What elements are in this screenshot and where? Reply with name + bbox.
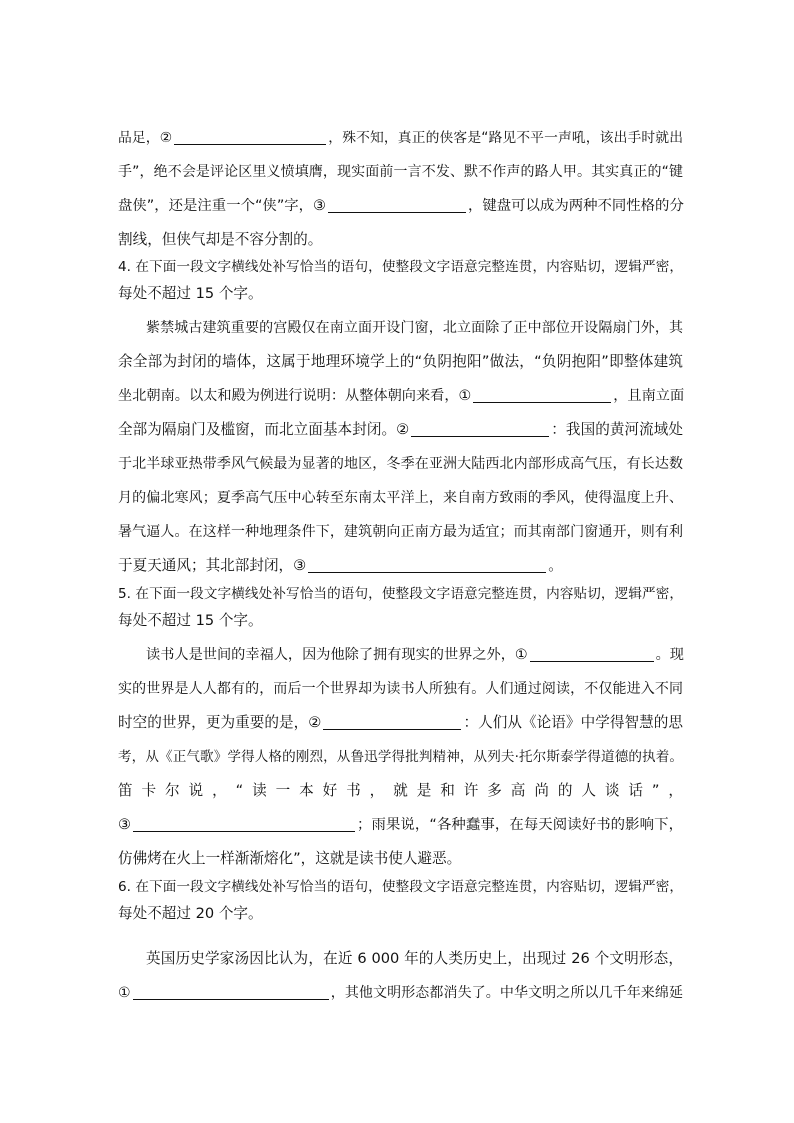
answer-blank[interactable] <box>473 386 611 403</box>
text-line <box>118 709 683 737</box>
text-line <box>118 845 683 873</box>
text-segment: ，殊不知，真正的侠客是“路见不平一声吼，该出手时就出 <box>328 130 683 146</box>
text-segment: 盘侠”，还是注重一个“侠”字，③ <box>118 198 326 214</box>
text-line <box>118 348 683 376</box>
text-segment: ① <box>118 985 131 1001</box>
question-stem <box>118 873 683 901</box>
answer-blank[interactable] <box>530 645 654 662</box>
question-4-limit: 每处不超过 15 个字。 <box>118 285 263 302</box>
text-line <box>118 743 683 771</box>
text-line <box>146 641 683 669</box>
text-segment: ，键盘可以成为两种不同性格的分 <box>467 198 684 214</box>
question-stem <box>118 580 683 608</box>
text-segment: 。 <box>548 557 563 574</box>
answer-blank[interactable] <box>308 556 546 573</box>
text-segment: ，且南立面 <box>613 388 685 404</box>
text-line <box>118 226 683 254</box>
answer-blank[interactable] <box>323 713 461 730</box>
text-segment: ；雨果说，“各种蠢事，在每天阅读好书的影响下， <box>357 817 683 833</box>
text-segment: 暑气逼人。在这样一种地理条件下，建筑朝向正南方最为适宜；而其南部门窗通开，则有利 <box>118 524 683 540</box>
text-segment: 余全部为封闭的墙体，这属于地理环境学上的“负阴抱阳”做法，“负阴抱阳”即整体建筑 <box>118 353 683 370</box>
text-line <box>118 158 683 186</box>
text-segment: 坐北朝南。以太和殿为例进行说明：从整体朝向来看，① <box>118 388 472 404</box>
question-6-limit: 每处不超过 20 个字。 <box>118 905 263 922</box>
text-segment: 考，从《正气歌》学得人格的刚烈，从鲁迅学得批判精神，从列夫·托尔斯泰学得道德的执着。 <box>118 749 683 765</box>
question-6-prompt: 6. 在下面一段文字横线处补写恰当的语句，使整段文字语意完整连贯，内容贴切，逻辑严密， <box>118 879 683 895</box>
text-line <box>146 314 683 342</box>
text-segment: ③ <box>118 817 131 833</box>
text-line <box>118 450 683 478</box>
question-stem <box>118 253 683 281</box>
text-line <box>118 979 683 1007</box>
answer-blank[interactable] <box>328 196 466 213</box>
question-stem <box>118 607 683 635</box>
text-segment: 全部为隔扇门及槛窗，而北立面基本封闭。② <box>118 421 410 438</box>
text-segment: 时空的世界，更为重要的是，② <box>118 714 322 731</box>
text-line <box>118 518 683 546</box>
text-line <box>118 777 683 805</box>
text-segment: 实的世界是人人都有的，而后一个世界却为读书人所独有。人们通过阅读，不仅能进入不同 <box>118 681 683 697</box>
question-4-prompt: 4. 在下面一段文字横线处补写恰当的语句，使整段文字语意完整连贯，内容贴切，逻辑严密， <box>118 259 683 275</box>
text-segment: 品足，② <box>118 130 173 146</box>
text-line <box>118 552 683 580</box>
question-5-limit: 每处不超过 15 个字。 <box>118 612 263 629</box>
text-line <box>118 192 683 220</box>
text-segment: 于夏天通风；其北部封闭，③ <box>118 557 307 574</box>
text-segment: 。现 <box>655 647 684 663</box>
answer-blank[interactable] <box>133 983 329 1000</box>
text-segment: ，其他文明形态都消失了。中华文明之所以几千年来绵延 <box>330 985 683 1001</box>
text-line <box>118 675 683 703</box>
question-stem <box>118 900 683 928</box>
text-segment: 手”，绝不会是评论区里义愤填膺，现实面前一言不发、默不作声的路人甲。其实真正的“键 <box>118 164 683 180</box>
text-line <box>118 811 683 839</box>
text-segment: 月的偏北寒风；夏季高气压中心转至东南太平洋上，来自南方致雨的季风，使得温度上升、 <box>118 490 683 506</box>
text-line <box>146 945 683 973</box>
answer-blank[interactable] <box>133 815 355 832</box>
text-line <box>118 416 683 444</box>
question-5-prompt: 5. 在下面一段文字横线处补写恰当的语句，使整段文字语意完整连贯，内容贴切，逻辑严密， <box>118 586 683 602</box>
answer-blank[interactable] <box>174 128 326 145</box>
text-line <box>118 484 683 512</box>
text-segment: ：我国的黄河流域处 <box>551 421 683 438</box>
text-segment: 笛卡尔说，“读一本好书，就是和许多高尚的人谈话”， <box>118 782 683 799</box>
answer-blank[interactable] <box>411 420 549 437</box>
question-stem <box>118 280 683 308</box>
text-segment: 紫禁城古建筑重要的宫殿仅在南立面开设门窗，北立面除了正中部位开设隔扇门外，其 <box>146 320 683 336</box>
text-segment: ：人们从《论语》中学得智慧的思 <box>463 714 683 731</box>
text-segment: 割线，但侠气却是不容分割的。 <box>118 231 323 248</box>
text-segment: 英国历史学家汤因比认为，在近 6 000 年的人类历史上，出现过 26 个文明形态， <box>146 950 683 967</box>
text-line <box>118 124 683 152</box>
text-segment: 仿佛烤在火上一样渐渐熔化”，这就是读书使人避恶。 <box>118 850 462 867</box>
text-segment: 读书人是世间的幸福人，因为他除了拥有现实的世界之外，① <box>146 647 528 663</box>
text-segment: 于北半球亚热带季风气候最为显著的地区，冬季在亚洲大陆西北内部形成高气压，有长达数 <box>118 456 683 472</box>
text-line <box>118 382 683 410</box>
